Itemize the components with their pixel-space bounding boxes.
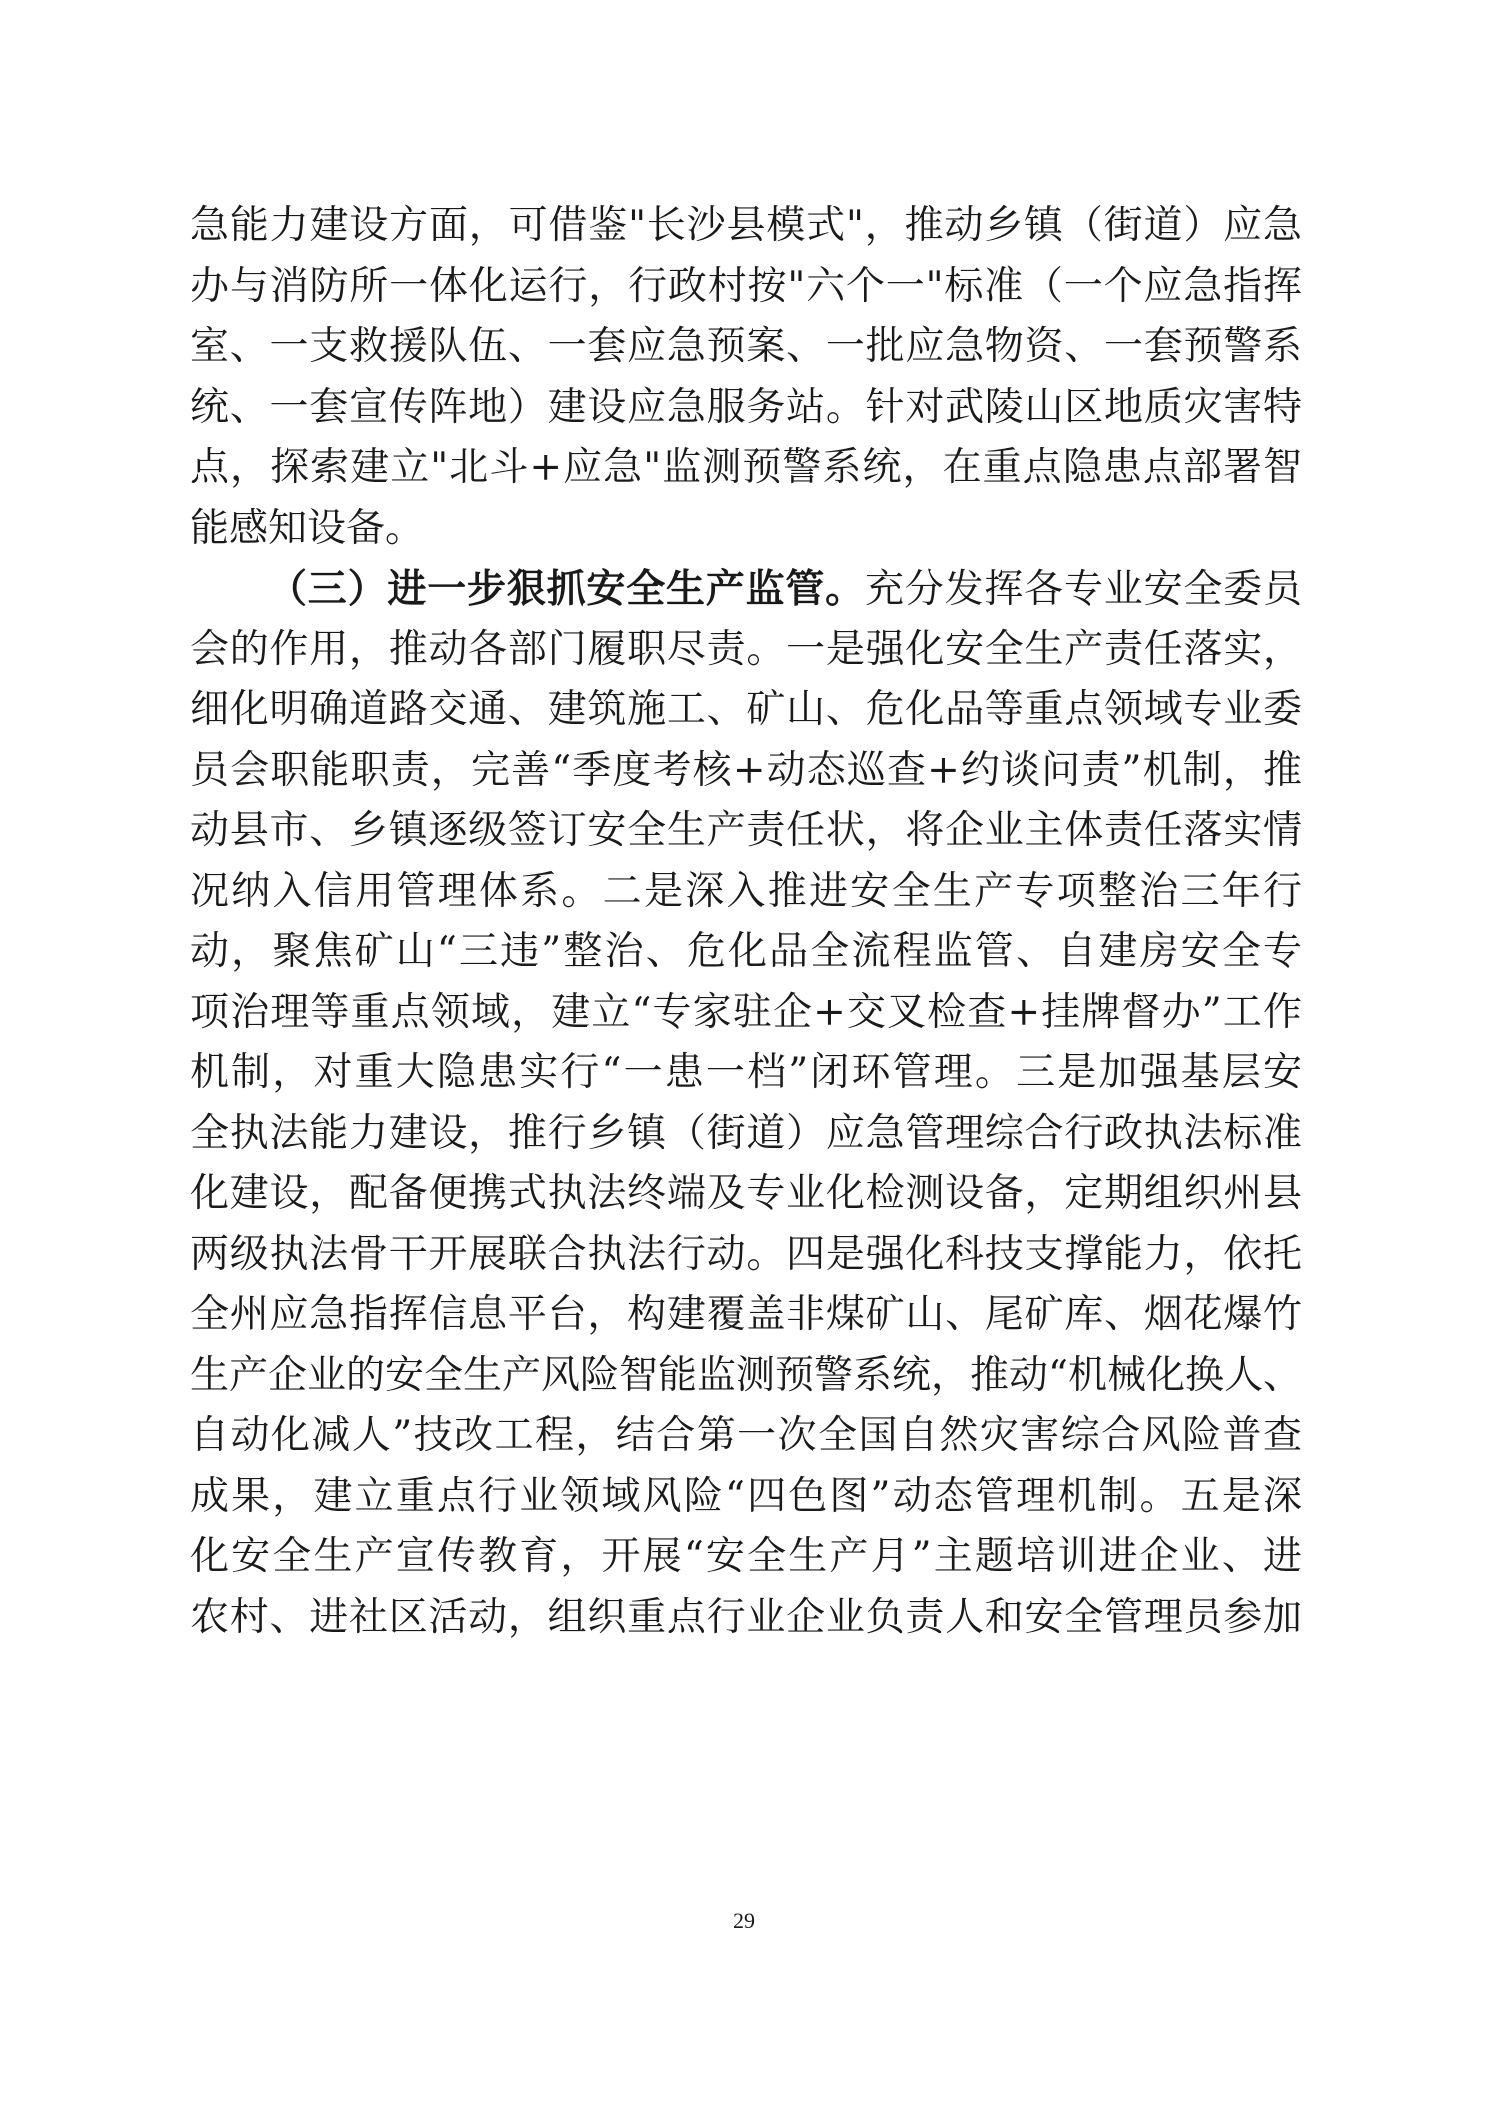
text-line: 两级执法骨干开展联合执法行动。四是强化科技支撑能力，依托 [190, 1231, 1302, 1277]
section-heading: （三）进一步狠抓安全生产监管。 [268, 566, 865, 612]
text-line: 全州应急指挥信息平台，构建覆盖非煤矿山、尾矿库、烟花爆竹 [190, 1292, 1302, 1337]
text-line: 统、一套宣传阵地）建设应急服务站。针对武陵山区地质灾害特 [190, 384, 1302, 430]
text-line: 机制，对重大隐患实行“一患一档”闭环管理。三是加强基层安 [190, 1050, 1302, 1095]
text-line: 能感知设备。 [190, 505, 425, 551]
section-first-line [190, 559, 1302, 620]
text-line: 室、一支救援队伍、一套应急预案、一批应急物资、一套预警系 [190, 324, 1302, 369]
text-line: 办与消防所一体化运行，行政村按"六个一"标准（一个应急指挥 [190, 263, 1302, 309]
text-line: 化安全生产宣传教育，开展“安全生产月”主题培训进企业、进 [190, 1534, 1302, 1579]
text-line: 自动化减人”技改工程，结合第一次全国自然灾害综合风险普查 [190, 1413, 1302, 1458]
text-line: 员会职能职责，完善“季度考核+动态巡查+约谈问责”机制，推 [190, 747, 1302, 793]
page-number: 29 [733, 1908, 755, 1933]
text-line: 全执法能力建设，推行乡镇（街道）应急管理综合行政执法标准 [190, 1110, 1302, 1156]
text-line: 项治理等重点领域，建立“专家驻企+交叉检查+挂牌督办”工作 [190, 989, 1302, 1035]
text-line: 会的作用，推动各部门履职尽责。一是强化安全生产责任落实， [190, 626, 1302, 672]
text-line: 点，探索建立"北斗+应急"监测预警系统，在重点隐患点部署智 [190, 445, 1302, 490]
text-line: 急能力建设方面，可借鉴"长沙县模式"，推动乡镇（街道）应急 [190, 203, 1302, 248]
text-line: 动县市、乡镇逐级签订安全生产责任状，将企业主体责任落实情 [190, 808, 1302, 853]
section-first-line-text: 充分发挥各专业安全委员 [864, 567, 1302, 612]
text-line: 农村、进社区活动，组织重点行业企业负责人和安全管理员参加 [190, 1594, 1302, 1640]
text-line: 生产企业的安全生产风险智能监测预警系统，推动“机械化换人、 [190, 1352, 1302, 1398]
text-line: 化建设，配备便携式执法终端及专业化检测设备，定期组织州县 [190, 1171, 1302, 1216]
text-line: 细化明确道路交通、建筑施工、矿山、危化品等重点领域专业委 [190, 687, 1302, 732]
text-line: 况纳入信用管理体系。二是深入推进安全生产专项整治三年行 [190, 868, 1302, 914]
text-line: 动，聚焦矿山“三违”整治、危化品全流程监管、自建房安全专 [190, 929, 1302, 974]
body-text [190, 196, 1302, 1648]
text-line: 成果，建立重点行业领域风险“四色图”动态管理机制。五是深 [190, 1473, 1302, 1519]
